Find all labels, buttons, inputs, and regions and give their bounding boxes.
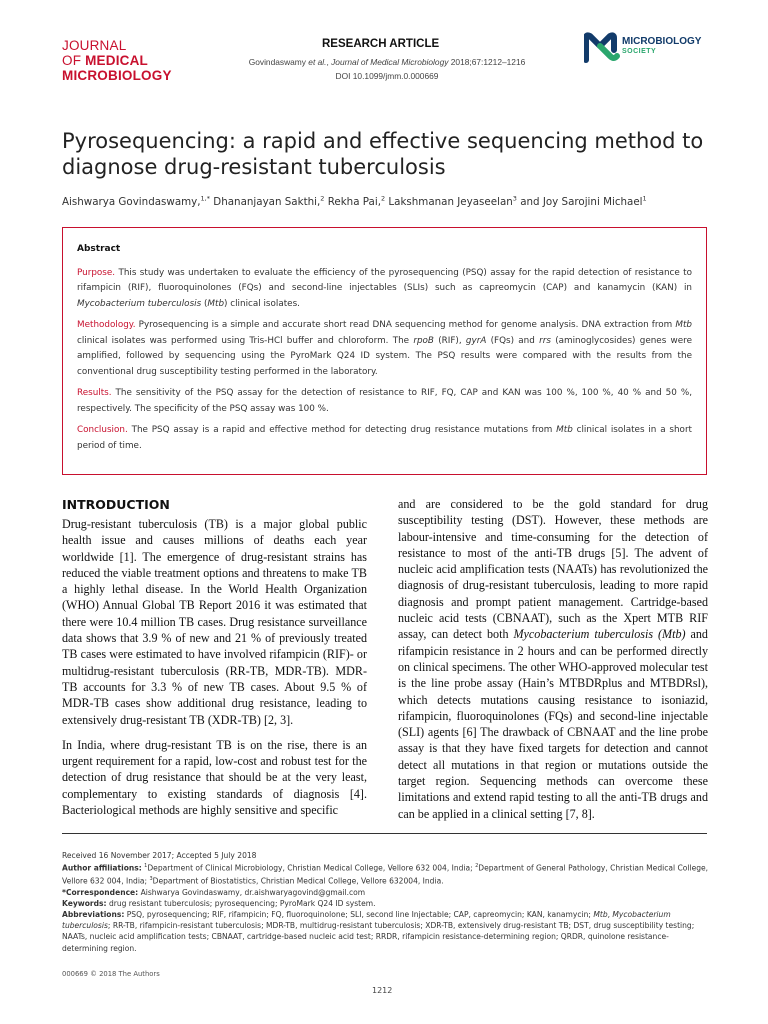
paragraph: Drug-resistant tuberculosis (TB) is a major global public health issue and causes millions of deaths each year worldwide [1]. The emergence of drug-resistant strains has reduced the viable treatment options and threatens to make TB a highly lethal disease. In the World Health Organization (WHO) Annual Global TB Report 2016 it was estimated that there were 10.4 million TB cases. Drug resistance surveillance data shows that 3.9 % of new and 21 % of previously treated TB cases were estimated to have involved rifampicin (RIF)- or multidrug-resistant tuberculosis (RR-TB, MDR-TB). MDR-TB accounts for 3.3 % of new TB cases. About 9.5 % of MDR-TB cases show additional drug resistance, leading to extensively drug-resistant TB (XDR-TB) [2, 3]. (62, 517, 367, 727)
journal-name-line2 (62, 53, 172, 68)
author-3: Rekha Pai,$^2$ (324, 195, 386, 209)
citation-journal: Journal of Medical Microbiology (331, 57, 449, 67)
keywords: Keywords: drug resistant tuberculosis; pyrosequencing; PyroMark Q24 ID system. (62, 898, 376, 908)
society-name-line1: MICROBIOLOGY (622, 36, 702, 47)
society-name-line2: SOCIETY (622, 48, 657, 55)
abbreviations: Abbreviations: PSQ, pyrosequencing; RIF, rifampicin; FQ, fluoroquinolone; SLI, second line Injectable; CAP, capreomycin; KAN, kanamycin; Mtb, Mycobacterium tuberculosis; RR-TB, rifampicin-resistant tuberculosis; MDR-TB, multidrug-resistant tuberculosis; XDR-TB, extensively drug-resistant TB; DST, drug susceptibility testing; NAATs, nucleic acid amplification tests; CBNAAT, cartridge-based nucleic acid test; RRDR, rifampicin resistance-determining region; QRDR, quinolone resistance-determining region. (62, 910, 695, 953)
citation-etal: et al. (305, 57, 327, 67)
correspondence: *Correspondence: Aishwarya Govindaswamy, dr.aishwaryagovind@gmail.com (62, 887, 366, 897)
journal-name-medical: MEDICAL (85, 53, 149, 68)
author-4: Lakshmanan Jeyaseelan$^3$ (385, 195, 517, 209)
citation-volume: 2018;67:1212–1216 (448, 57, 526, 67)
abstract-content (77, 242, 692, 460)
introduction-heading: INTRODUCTION (62, 497, 170, 512)
citation-line (222, 55, 552, 69)
affiliations: Author affiliations: $^1$Department of Clinical Microbiology, Christian Medical College, Vellore 632 004, India; $^2$Department of General Pathology, Christian Medical College, Vellore 632 004, India; $^3$Department of Biostatistics, Christian Medical College, Vellore 632004, India. (62, 863, 709, 886)
article-title: Pyrosequencing: a rapid and effective sequencing method to diagnose drug-resistant tuberculosis (62, 129, 704, 179)
body-column-left (62, 516, 367, 827)
citation-sep: , (326, 57, 332, 67)
footnote-divider (62, 833, 707, 834)
purpose-label: Purpose. (77, 267, 116, 278)
author-2: Dhananjayan Sakthi,$^2$ (210, 195, 325, 209)
journal-name-line1: JOURNAL (62, 38, 127, 53)
abstract-results: Results. The sensitivity of the PSQ assay for the detection of resistance to RIF, FQ, CAP and KAN was 100 %, 100 %, 40 % and 50 %, respectively. The specificity of the PSQ assay was 100 %. (77, 388, 692, 414)
society-name (622, 37, 701, 57)
abstract-box (62, 227, 707, 475)
journal-masthead (62, 38, 172, 83)
abstract-purpose: Purpose. This study was undertaken to evaluate the efficiency of the pyrosequencing (PSQ) assay for the rapid detection of resistance to rifampicin (RIF), fluoroquinolones (FQs) and second-line injectables (SLIs) such as capreomycin (CAP) and kanamycin (KAN) in Mycobacterium tuberculosis (Mtb) clinical isolates. (77, 267, 692, 309)
journal-name-of: OF (62, 53, 82, 68)
received-dates: Received 16 November 2017; Accepted 5 July 2018 (62, 851, 257, 860)
citation-authors: Govindaswamy (248, 57, 306, 67)
author-1: Aishwarya Govindaswamy,$^{1,*}$ (62, 195, 210, 209)
abstract-methodology: Methodology. Pyrosequencing is a simple and accurate short read DNA sequencing method for genome analysis. DNA extraction from Mtb clinical isolates was performed using Tris-HCl buffer and chloroform. The rpoB (RIF), gyrA (FQs) and rrs (aminoglycosides) genes were amplified, followed by sequencing using the PyroMark Q24 ID system. The PSQ results were compared with the results from the conventional drug susceptibility testing performed in the laboratory. (77, 320, 693, 377)
citation (222, 55, 552, 83)
methodology-label: Methodology. (77, 320, 136, 330)
author-5: and Joy Sarojini Michael$^1$ (516, 195, 647, 209)
page-number: 1212 (372, 986, 393, 995)
paragraph: and are considered to be the gold standard for drug susceptibility testing (DST). However, these methods are labour-intensive and time-consuming for the detection of resistance to most of the anti-TB drugs [5]. The advent of nucleic acid amplification tests (NAATs) has revolutionized the diagnosis of drug-resistant tuberculosis, leading to more rapid diagnosis and prompt patient management. Cartridge-based nucleic acid tests (CBNAAT), such as the Xpert MTB RIF assay, can detect both Mycobacterium tuberculosis (Mtb) and rifampicin resistance in 2 hours and can be performed directly on clinical specimens. The other WHO-approved molecular test is the line probe assay (Hain’s MTBDRplus and MTBDRsl), which detects mutations causing resistance to isoniazid, rifampicin, fluoroquinolones (FQs) and second-line injectable (SLI) agents [6] The drawback of CBNAAT and the line probe assay is that they have fixed targets for detection and cannot detect all mutations in that region or mutations outside the target region. Sequencing methods can overcome these limitations and extend rapid testing to all the anti-TB drugs and can be applied in a clinical setting [7, 8]. (398, 497, 708, 821)
paragraph: In India, where drug-resistant TB is on the rise, there is an urgent requirement for a rapid, low-cost and robust test for the detection of drug resistance that should be at the very least, complementary to existing standards of diagnosis [4]. Bacteriological methods are highly sensitive and specific (62, 737, 367, 818)
footnotes (62, 850, 712, 954)
journal-name-line3: MICROBIOLOGY (62, 68, 172, 83)
author-list (62, 195, 722, 208)
body-column-right (398, 496, 708, 831)
conclusion-label: Conclusion. (77, 425, 128, 435)
copyright: 000669 © 2018 The Authors (62, 970, 160, 978)
abstract-heading: Abstract (77, 244, 121, 254)
article-type: RESEARCH ARTICLE (322, 38, 440, 50)
doi: DOI 10.1099/jmm.0.000669 (335, 71, 439, 81)
abstract-conclusion: Conclusion. The PSQ assay is a rapid and effective method for detecting drug resistance mutations from Mtb clinical isolates in a short period of time. (77, 425, 693, 451)
results-label: Results. (77, 388, 112, 398)
